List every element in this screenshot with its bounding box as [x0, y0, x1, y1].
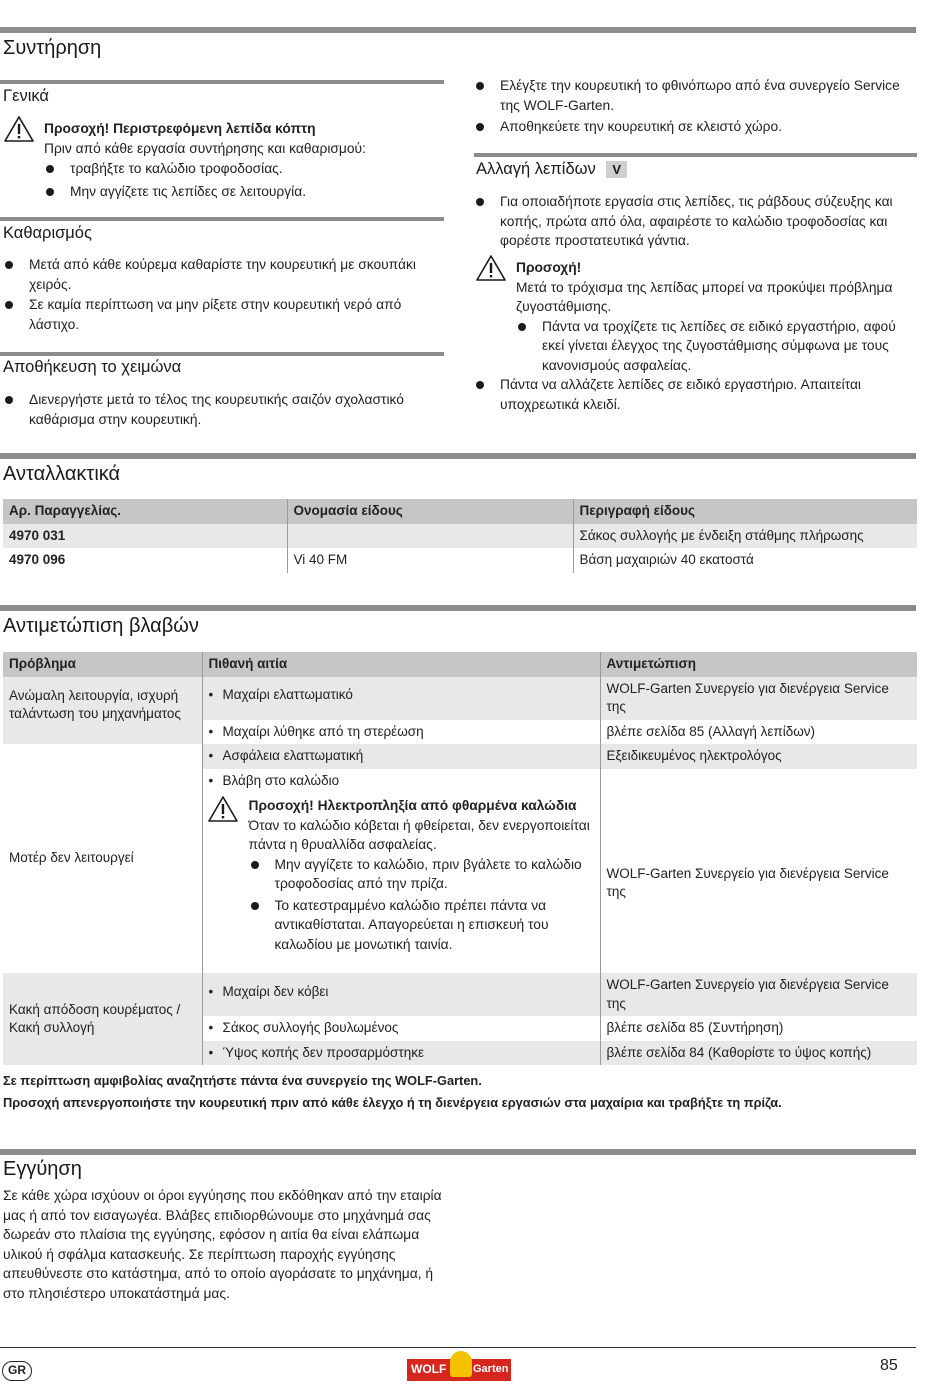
rule-trouble: [0, 605, 916, 611]
section-title-trouble: Αντιμετώπιση βλαβών: [3, 615, 199, 637]
rule-cleaning: [0, 217, 444, 221]
cause-cell: [202, 720, 600, 745]
cause-cell: [202, 744, 600, 769]
rule-winter: [0, 352, 444, 356]
list-item: Το κατεστραμμένο καλώδιο πρέπει πάντα να αντικαθίσταται. Απαγορεύεται η επισκευή του καλωδίου με μονωτική ταινία.: [249, 896, 594, 955]
table-header: Αρ. Παραγγελίας.: [3, 499, 287, 524]
blade-warning-title: Προσοχή!: [516, 260, 582, 275]
winter-list: [3, 390, 443, 429]
warning-triangle-icon: [207, 795, 239, 823]
rule-warranty: [0, 1149, 916, 1155]
list-item: τραβήξτε το καλώδιο τροφοδοσίας.: [44, 159, 444, 179]
list-item: Πάντα να αλλάζετε λεπίδες σε ειδικό εργαστήριο. Απαιτείται υποχρεωτικά κλειδί.: [474, 375, 916, 414]
logo-text-right: Garten: [473, 1363, 509, 1375]
list-item: Μετά από κάθε κούρεμα καθαρίστε την κουρευτική με σκουπάκι χειρός.: [3, 255, 443, 294]
table-header: Πιθανή αιτία: [202, 652, 600, 677]
fix-cell: WOLF-Garten Συνεργείο για διενέργεια Service της: [600, 973, 917, 1016]
heading-winter: Αποθήκευση το χειμώνα: [3, 358, 182, 376]
problem-cell: Μοτέρ δεν λειτουργεί: [9, 850, 134, 866]
fix-cell: βλέπε σελίδα 84 (Καθορίστε το ύψος κοπής): [600, 1041, 917, 1066]
fix-cell: WOLF-Garten Συνεργείο για διενέργεια Service της: [600, 677, 917, 720]
cause-item: • Βλάβη στο καλώδιο: [209, 772, 594, 791]
cause-item: • Μαχαίρι λύθηκε από τη στερέωση: [209, 723, 594, 742]
table-row: [3, 524, 917, 549]
fix-cell: WOLF-Garten Συνεργείο για διενέργεια Service της: [600, 793, 917, 973]
general-warning-text: Πριν από κάθε εργασία συντήρησης και καθαρισμού:: [44, 140, 366, 156]
table-row: [3, 548, 917, 573]
cable-warning-cell: [202, 793, 600, 973]
wolf-garten-logo: [407, 1351, 511, 1385]
rule-parts: [0, 453, 916, 459]
rule-blade: [474, 153, 917, 157]
list-item: Σε καμία περίπτωση να μην ρίξετε στην κουρευτική νερό από λάστιχο.: [3, 295, 443, 334]
table-header-row: [3, 652, 917, 677]
table-row: [3, 744, 917, 769]
wolf-head-icon: [450, 1351, 472, 1377]
list-item: Ελέγξτε την κουρευτική το φθινόπωρο από ένα συνεργείο Service της WOLF-Garten.: [474, 76, 916, 115]
list-item: Μην αγγίζετε το καλώδιο, πριν βγάλετε το καλώδιο τροφοδοσίας από την πρίζα.: [249, 855, 594, 894]
cause-cell: [202, 769, 600, 794]
table-header: Πρόβλημα: [3, 652, 202, 677]
trouble-note-1: Σε περίπτωση αμφιβολίας αναζητήστε πάντα ένα συνεργείο της WOLF-Garten.: [3, 1073, 482, 1088]
rule-general: [0, 80, 444, 84]
cause-item: • Ύψος κοπής δεν προσαρμόστηκε: [209, 1044, 594, 1063]
blade-item-1: [474, 192, 916, 251]
cause-item: • Σάκος συλλογής βουλωμένος: [209, 1019, 594, 1038]
table-cell: Vi 40 FM: [287, 548, 573, 573]
table-row: [3, 973, 917, 1016]
fix-cell-empty: [600, 769, 917, 794]
problem-cell: Κακή απόδοση κουρέματος / Κακή συλλογή: [3, 973, 202, 1065]
table-cell: Βάση μαχαιριών 40 εκατοστά: [573, 548, 917, 573]
storage-list: [474, 76, 916, 137]
list-item: Πάντα να τροχίζετε τις λεπίδες σε ειδικό εργαστήριο, αφού εκεί γίνεται έλεγχος της ζυγοστάθμισης σύμφωνα με τους κανονισμούς ασφαλείας.: [516, 317, 916, 376]
warning-triangle-icon: [3, 115, 35, 143]
heading-blade-change: [476, 160, 627, 179]
country-badge: GR: [2, 1361, 32, 1381]
list-item: Για οποιαδήποτε εργασία στις λεπίδες, τις ράβδους σύζευξης και κοπής, πρώτα από όλα, αφαιρέστε το καλώδιο τροφοδοσίας και φορέστε προστατευτικά γάντια.: [474, 192, 916, 251]
fix-cell: βλέπε σελίδα 85 (Αλλαγή λεπίδων): [600, 720, 917, 745]
page-number: 85: [880, 1357, 898, 1374]
warranty-text: Σε κάθε χώρα ισχύουν οι όροι εγγύησης που εκδόθηκαν από την εταιρία μας ή από τον εισαγωγέα. Βλάβες επιδιορθώνουμε στο μηχάνημά σας δωρεάν στο πλαίσια της εγγύησης, εφόσον η αιτία θα είναι ελάπωμα υλικού ή σφάλμα κατασκευής. Σε περίπτωση παροχής εγγύησης απευθύνεστε στο κατάστημα, από το οποίο αγοράσατε το μηχάνημα, ή στο πλησιέστερο υποκατάστημά μας.: [3, 1188, 442, 1301]
cause-cell: [202, 1041, 600, 1066]
top-rule: [0, 27, 916, 33]
table-cell: 4970 096: [9, 552, 66, 567]
section-title-parts: Ανταλλακτικά: [3, 463, 121, 485]
table-cell: [287, 524, 573, 549]
heading-cleaning: Καθαρισμός: [3, 224, 92, 242]
fix-cell: βλέπε σελίδα 85 (Συντήρηση): [600, 1016, 917, 1041]
parts-table: [3, 499, 917, 573]
table-cell: Σάκος συλλογής με ένδειξη στάθμης πλήρωσης: [573, 524, 917, 549]
table-header: Περιγραφή είδους: [573, 499, 917, 524]
cause-item: • Μαχαίρι δεν κόβει: [209, 983, 594, 1002]
trouble-table: [3, 652, 917, 1065]
table-row: [3, 677, 917, 720]
logo-text-left: WOLF: [411, 1362, 447, 1376]
section-title-maintenance: Συντήρηση: [3, 37, 102, 59]
warning-triangle-icon: [475, 254, 507, 282]
problem-cell: Ανώμαλη λειτουργία, ισχυρή ταλάντωση του μηχανήματος: [3, 677, 202, 745]
cause-item: • Ασφάλεια ελαττωματική: [209, 747, 594, 766]
trouble-note-2: Προσοχή απενεργοποιήστε την κουρευτική πριν από κάθε έλεγχο ή τη διενέργεια εργασιών στα μαχαίρια και τραβήξτε τη πρίζα.: [3, 1095, 782, 1110]
general-warning-title: Προσοχή! Περιστρεφόμενη λεπίδα κόπτη: [44, 121, 316, 136]
blade-item-2: [474, 375, 916, 414]
figure-badge: V: [606, 161, 627, 178]
table-cell: 4970 031: [3, 524, 287, 549]
cable-warning-text: Όταν το καλώδιο κόβεται ή φθείρεται, δεν ενεργοποιείται πάντα η θρυαλλίδα ασφαλείας.: [248, 817, 590, 852]
cable-warning-title: Προσοχή! Ηλεκτροπληξία από φθαρμένα καλώδια: [248, 798, 577, 813]
table-header: Αντιμετώπιση: [600, 652, 917, 677]
cause-cell: [202, 677, 600, 720]
cause-cell: [202, 1016, 600, 1041]
heading-general: Γενικά: [3, 87, 49, 105]
blade-warning: [516, 258, 916, 375]
section-title-warranty: Εγγύηση: [3, 1158, 82, 1180]
general-warning: [44, 119, 444, 201]
footer-rule: [0, 1347, 916, 1348]
list-item: Μην αγγίζετε τις λεπίδες σε λειτουργία.: [44, 182, 444, 202]
fix-cell: Εξειδικευμένος ηλεκτρολόγος: [600, 744, 917, 769]
table-header-row: [3, 499, 917, 524]
cleaning-list: [3, 255, 443, 334]
cause-item: • Μαχαίρι ελαττωματικό: [209, 686, 594, 705]
list-item: Αποθηκεύετε την κουρευτική σε κλειστό χώρο.: [474, 117, 916, 137]
cause-cell: [202, 973, 600, 1016]
blade-change-title: Αλλαγή λεπίδων: [476, 160, 596, 178]
table-header: Ονομασία είδους: [287, 499, 573, 524]
blade-warning-text: Μετά το τρόχισμα της λεπίδας μπορεί να προκύψει πρόβλημα ζυγοστάθμισης.: [516, 279, 893, 314]
list-item: Διενεργήστε μετά το τέλος της κουρευτικής σαιζόν σχολαστικό καθάρισμα στην κουρευτική.: [3, 390, 443, 429]
